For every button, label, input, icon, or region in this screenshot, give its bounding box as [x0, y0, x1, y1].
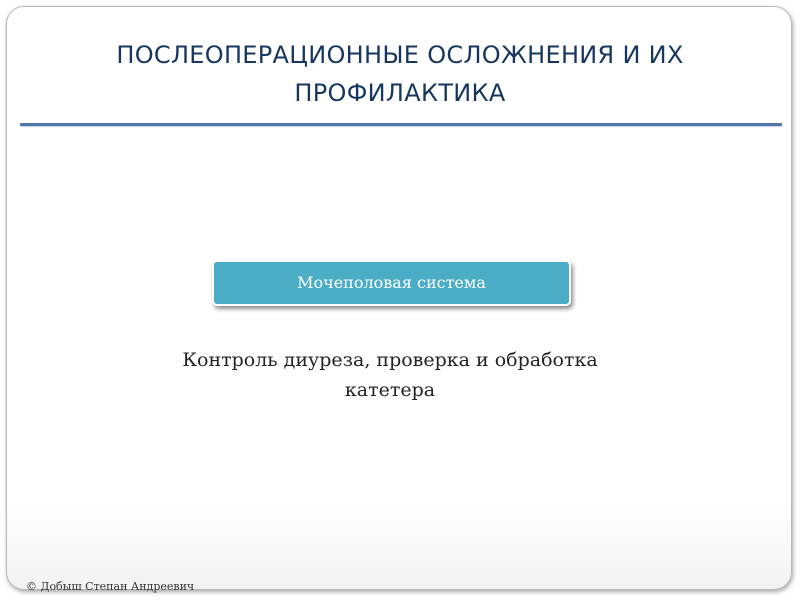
category-label-box: Мочеполовая система — [212, 260, 571, 306]
author-footer: © Добыш Степан Андреевич — [26, 580, 195, 593]
title-divider — [20, 123, 782, 126]
slide-title: ПОСЛЕОПЕРАЦИОННЫЕ ОСЛОЖНЕНИЯ И ИХ ПРОФИЛАКТИКА — [116, 41, 684, 107]
slide-body-text: Контроль диуреза, проверка и обработка катетера — [182, 349, 598, 401]
